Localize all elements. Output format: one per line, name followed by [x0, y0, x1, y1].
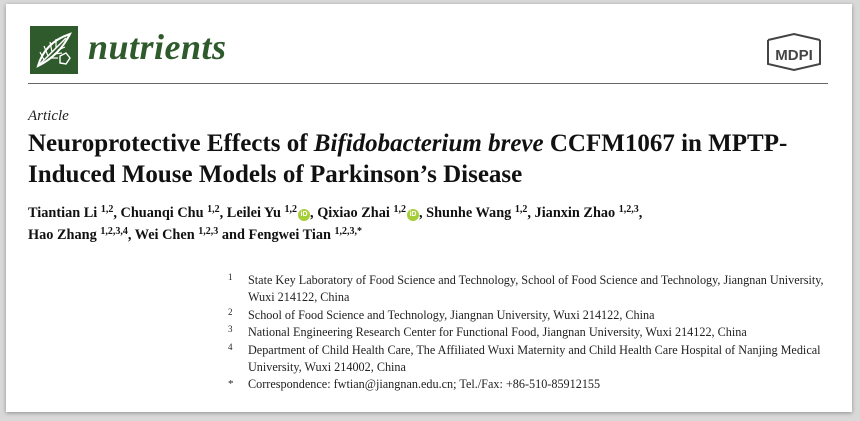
author — [426, 205, 534, 221]
title-part-1: Neuroprotective Effects of — [28, 130, 314, 157]
author-separator: , — [127, 227, 135, 243]
author-affiliation-marker: 1,2,3,4 — [100, 226, 128, 237]
author — [28, 205, 121, 221]
journal-name: nutrients — [88, 27, 227, 67]
author — [317, 205, 426, 221]
affiliation-marker: 3 — [228, 324, 233, 335]
author-separator: , — [638, 205, 643, 221]
affiliation-list — [228, 272, 838, 394]
article-type: Article — [28, 108, 69, 124]
author-separator: , — [219, 205, 227, 221]
author-separator: , — [310, 205, 318, 221]
orcid-icon[interactable]: iD — [407, 209, 419, 221]
paper-page — [6, 4, 852, 412]
author-name: Fengwei Tian — [248, 227, 331, 243]
author — [535, 205, 643, 221]
title-part-2: CCFM1067 in MPTP-Induced Mouse Models of Parkinson’s Disease — [28, 130, 788, 188]
affiliation-item — [228, 324, 838, 341]
affiliation-marker: 4 — [228, 341, 233, 352]
author-affiliation-marker: 1,2 — [207, 204, 220, 215]
author — [28, 227, 135, 243]
affiliation-text: Department of Child Health Care, The Affiliated Wuxi Maternity and Child Health Care Hospital of Nanjing Medical University, Wuxi 214002, China — [248, 342, 821, 375]
author-list — [28, 202, 838, 246]
author-affiliation-marker: 1,2 — [393, 204, 406, 215]
affiliation-item — [228, 307, 838, 324]
author-name: Qixiao Zhai — [317, 205, 390, 221]
title-species: Bifidobacterium breve — [313, 130, 544, 157]
affiliation-marker: 1 — [228, 272, 233, 282]
author-name: Tiantian Li — [28, 205, 98, 221]
mdpi-logo-text: MDPI — [775, 47, 813, 64]
orcid-icon[interactable]: iD — [298, 209, 310, 221]
author-name: Shunhe Wang — [426, 205, 512, 221]
author-name: Wei Chen — [134, 227, 195, 243]
author-affiliation-marker: 1,2 — [514, 204, 528, 215]
affiliation-text: National Engineering Research Center for Functional Food, Jiangnan University, Wuxi 214122, China — [248, 325, 747, 340]
author-separator: , — [527, 205, 535, 221]
affiliation-marker: * — [228, 378, 234, 391]
affiliation-text: State Key Laboratory of Food Science and Technology, School of Food Science and Technology, Jiangnan University, Wuxi 214122, China — [248, 273, 824, 305]
author-separator: , — [113, 205, 121, 221]
author-name: Hao Zhang — [28, 227, 97, 243]
author-name: Leilei Yu — [226, 205, 281, 221]
author-name: Chuanqi Chu — [120, 205, 204, 221]
author-separator: , — [418, 205, 427, 221]
author — [121, 205, 227, 221]
header-divider — [28, 83, 828, 84]
author-affiliation-marker: 1,2 — [100, 204, 114, 215]
journal-header — [28, 24, 828, 84]
affiliation-marker: 2 — [228, 306, 233, 317]
author — [227, 205, 317, 221]
affiliation-text: School of Food Science and Technology, Jiangnan University, Wuxi 214122, China — [248, 307, 655, 322]
correspondence — [228, 376, 838, 393]
affiliation-item — [228, 342, 838, 377]
author-affiliation-marker: 1,2 — [284, 204, 298, 215]
affiliation-item — [228, 272, 838, 307]
author-affiliation-marker: 1,2,3 — [618, 204, 639, 215]
author — [135, 227, 249, 243]
mdpi-logo — [762, 32, 826, 72]
author-affiliation-marker: 1,2,3,* — [334, 226, 363, 237]
author-separator: and — [218, 227, 249, 243]
affiliation-text: Correspondence: fwtian@jiangnan.edu.cn; Tel./Fax: +86-510-85912155 — [248, 377, 601, 392]
journal-leaf-logo-icon — [30, 26, 78, 74]
author — [248, 227, 362, 243]
author-affiliation-marker: 1,2,3 — [198, 226, 219, 237]
article-title — [28, 128, 828, 190]
author-name: Jianxin Zhao — [534, 205, 616, 221]
